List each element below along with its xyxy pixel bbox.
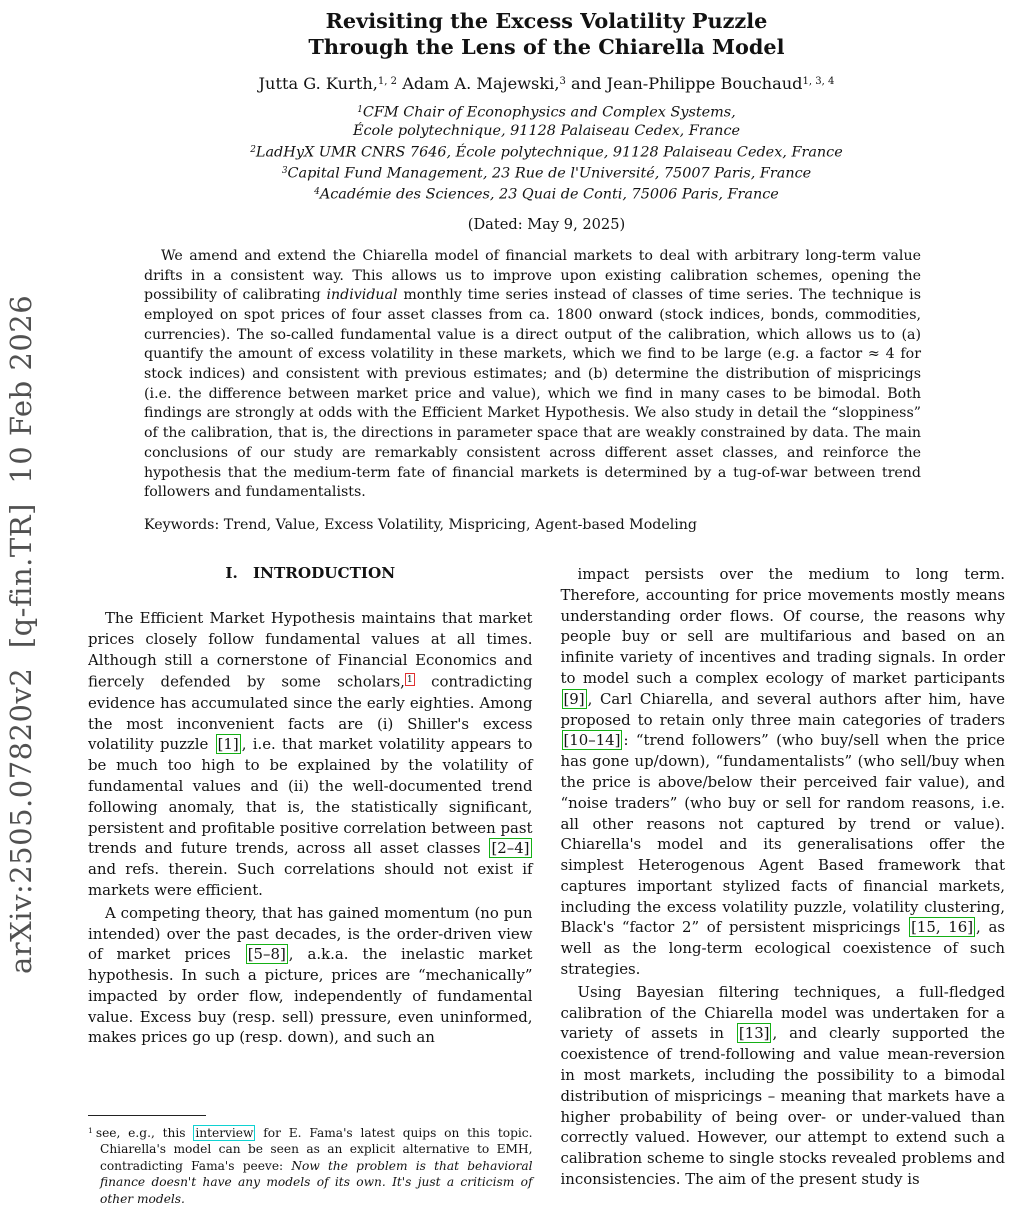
date-line: (Dated: May 9, 2025) xyxy=(467,215,626,233)
affiliation-line xyxy=(88,122,1005,141)
text-run: : “trend followers” (who buy/sell when the price has gone up/down), “fundamentalists” (who sell/buy when the price is above/below their perceived fair value), and “noise traders” (who buy or sell for random reasons, i.e. all other reasons not captured by trend or value). Chiarella's model and its generalisations offer the simplest Heterogenous Agent Based framework that captures important stylized facts of financial markets, including the excess volatility puzzle, volatility clustering, Black's “factor 2” of persistent mispricings xyxy=(560,731,1005,937)
text-run: A competing theory, that has gained momentum (no pun intended) over the past decades, is the order-driven view of market prices xyxy=(88,903,533,964)
paper-content xyxy=(88,0,1005,1211)
paragraph xyxy=(88,608,533,901)
footnote-rule xyxy=(88,1115,206,1116)
citation-link[interactable]: [13] xyxy=(738,1024,770,1043)
keywords-line: Keywords: Trend, Value, Excess Volatility, Mispricing, Agent-based Modeling xyxy=(144,516,698,533)
text-run: and refs. therein. Such correlations should not exist if markets were efficient. xyxy=(88,860,533,899)
text-run: for E. Fama's latest quips on this topic. Chiarella's model can be seen as an explicit alternative to EMH, contradicting Fama's peeve: xyxy=(100,1125,533,1173)
text-run: , i.e. that market volatility appears to be much too high to be explained by the volatility of fundamental values and (ii) the well-documented trend following anomaly, that is, the statistically significant, persistent and profitable positive correlation between past trends and future trends, across all asset classes xyxy=(88,735,533,858)
superscript: 1, 3, 4 xyxy=(802,76,835,87)
authors-line xyxy=(88,72,1005,94)
citation-link[interactable]: [10–14] xyxy=(563,731,621,750)
affiliation-line xyxy=(88,183,1005,204)
text-run: impact persists over the medium to long term. Therefore, accounting for price movements mostly means understanding order flows. Of course, the reasons why people buy or sell are multifarious and based on an infinite variety of incentives and trading signals. In order to model such a complex ecology of market participants xyxy=(560,564,1005,687)
superscript: 3 xyxy=(281,165,288,176)
superscript: 2 xyxy=(250,144,256,155)
affiliation-line xyxy=(88,162,1005,183)
left-column xyxy=(88,564,533,1211)
text-run: , as well as the long-term ecological coexistence of such strategies. xyxy=(560,918,1005,979)
footnote-area xyxy=(88,1115,533,1211)
text-run: Jutta G. Kurth, xyxy=(258,74,378,94)
title-line-1: Revisiting the Excess Volatility Puzzle xyxy=(325,8,768,33)
text-run: , a.k.a. the inelastic market hypothesis. In such a picture, prices are “mechanically” impacted by order flow, independently of fundamental value. Excess buy (resp. sell) pressure, even uninformed, makes prices go up (resp. down), and such an xyxy=(88,945,533,1047)
citation-link[interactable]: [5–8] xyxy=(247,945,286,964)
superscript: 3 xyxy=(559,76,566,87)
text-run: , Carl Chiarella, and several authors after him, have proposed to retain only three main categories of traders xyxy=(560,689,1005,729)
citation-link[interactable]: [15, 16] xyxy=(911,918,974,937)
italic-text: individual xyxy=(326,287,398,304)
abstract xyxy=(144,247,921,503)
external-link[interactable]: interview xyxy=(195,1125,254,1140)
text-run: Académie des Sciences, 23 Quai de Conti, 75006 Paris, France xyxy=(319,186,779,203)
section-heading-introduction: I. INTRODUCTION xyxy=(225,563,396,582)
arxiv-stamp: arXiv:2505.07820v2 [q-fin.TR] 10 Feb 2026 xyxy=(4,294,38,974)
paragraph xyxy=(561,564,1006,980)
paragraph xyxy=(561,982,1006,1190)
text-run: LadHyX UMR CNRS 7646, École polytechnique, 91128 Palaiseau Cedex, France xyxy=(255,144,843,161)
citation-link[interactable]: [1] xyxy=(217,735,239,754)
text-run: see, e.g., this xyxy=(95,1125,194,1140)
text-run: Using Bayesian filtering techniques, a full-fledged calibration of the Chiarella model was undertaken for a variety of assets in xyxy=(560,982,1005,1043)
title-line-2: Through the Lens of the Chiarella Model xyxy=(308,33,785,59)
affiliations-block xyxy=(88,101,1005,204)
superscript: 1 xyxy=(357,105,363,116)
italic-text: Now the problem is that behavioral finance doesn't have any models of its own. It's just a criticism of other models. xyxy=(100,1158,533,1206)
text-run: The Efficient Market Hypothesis maintains that market prices closely follow fundamental values at all times. Although still a cornerstone of Financial Economics and fiercely defended by some scholars, xyxy=(88,608,533,691)
citation-link[interactable]: [2–4] xyxy=(491,839,530,858)
footnote-text xyxy=(96,1125,533,1206)
footnote-ref[interactable]: 1 xyxy=(406,674,413,686)
text-run: contradicting evidence has accumulated since the early eighties. Among the most inconvenient facts are (i) Shiller's excess volatility puzzle xyxy=(88,672,533,754)
right-column xyxy=(561,564,1006,1211)
footnote-1 xyxy=(88,1123,533,1207)
text-run: We amend and extend the Chiarella model of financial markets to deal with arbitrary long-term value drifts in a consistent way. This allows us to improve upon existing calibration schemes, opening the possibility of calibrating xyxy=(144,247,921,304)
superscript: 4 xyxy=(314,186,320,197)
text-run: monthly time series instead of classes of time series. The technique is employed on spot prices of four asset classes from ca. 1800 onward (stock indices, bonds, commodities, currencies). The so-called fundamental value is a direct output of the calibration, which allows us to (a) quantify the amount of excess volatility in these markets, which we find to be large (e.g. a factor ≈ 4 for stock indices) and consistent with previous estimates; and (b) determine the distribution of mispricings (i.e. the difference between market price and value), which we find in many cases to be bimodal. Both findings are strongly at odds with the Efficient Market Hypothesis. We also study in detail the “sloppiness” of the calibration, that is, the directions in parameter space that are weakly constrained by data. The main conclusions of our study are remarkably consistent across different asset classes, and reinforce the hypothesis that the medium-term fate of financial markets is determined by a tug-of-war between trend followers and fundamentalists. xyxy=(144,287,921,501)
text-run: CFM Chair of Econophysics and Complex Systems, xyxy=(362,104,736,121)
text-run: and Jean-Philippe Bouchaud xyxy=(565,74,803,94)
superscript: 1, 2 xyxy=(377,76,398,87)
paper-title xyxy=(88,8,1005,59)
text-run: Capital Fund Management, 23 Rue de l'Université, 75007 Paris, France xyxy=(287,165,812,182)
text-run: École polytechnique, 91128 Palaiseau Cedex, France xyxy=(352,123,741,140)
citation-link[interactable]: [9] xyxy=(563,689,585,708)
affiliation-line xyxy=(88,101,1005,122)
text-run: , and clearly supported the coexistence of trend-following and value mean-reversion in most markets, including the possibility to a bimodal distribution of mispricings – meaning that markets have a higher probability of being over- or under-valued than correctly valued. However, our attempt to extend such a calibration scheme to single stocks revealed problems and inconsistencies. The aim of the present study is xyxy=(560,1024,1005,1189)
affiliation-line xyxy=(88,141,1005,162)
text-run: Adam A. Majewski, xyxy=(397,74,560,94)
footnote-marker: 1 xyxy=(88,1125,93,1135)
two-column-body xyxy=(88,564,1005,1211)
paragraph xyxy=(88,903,533,1049)
